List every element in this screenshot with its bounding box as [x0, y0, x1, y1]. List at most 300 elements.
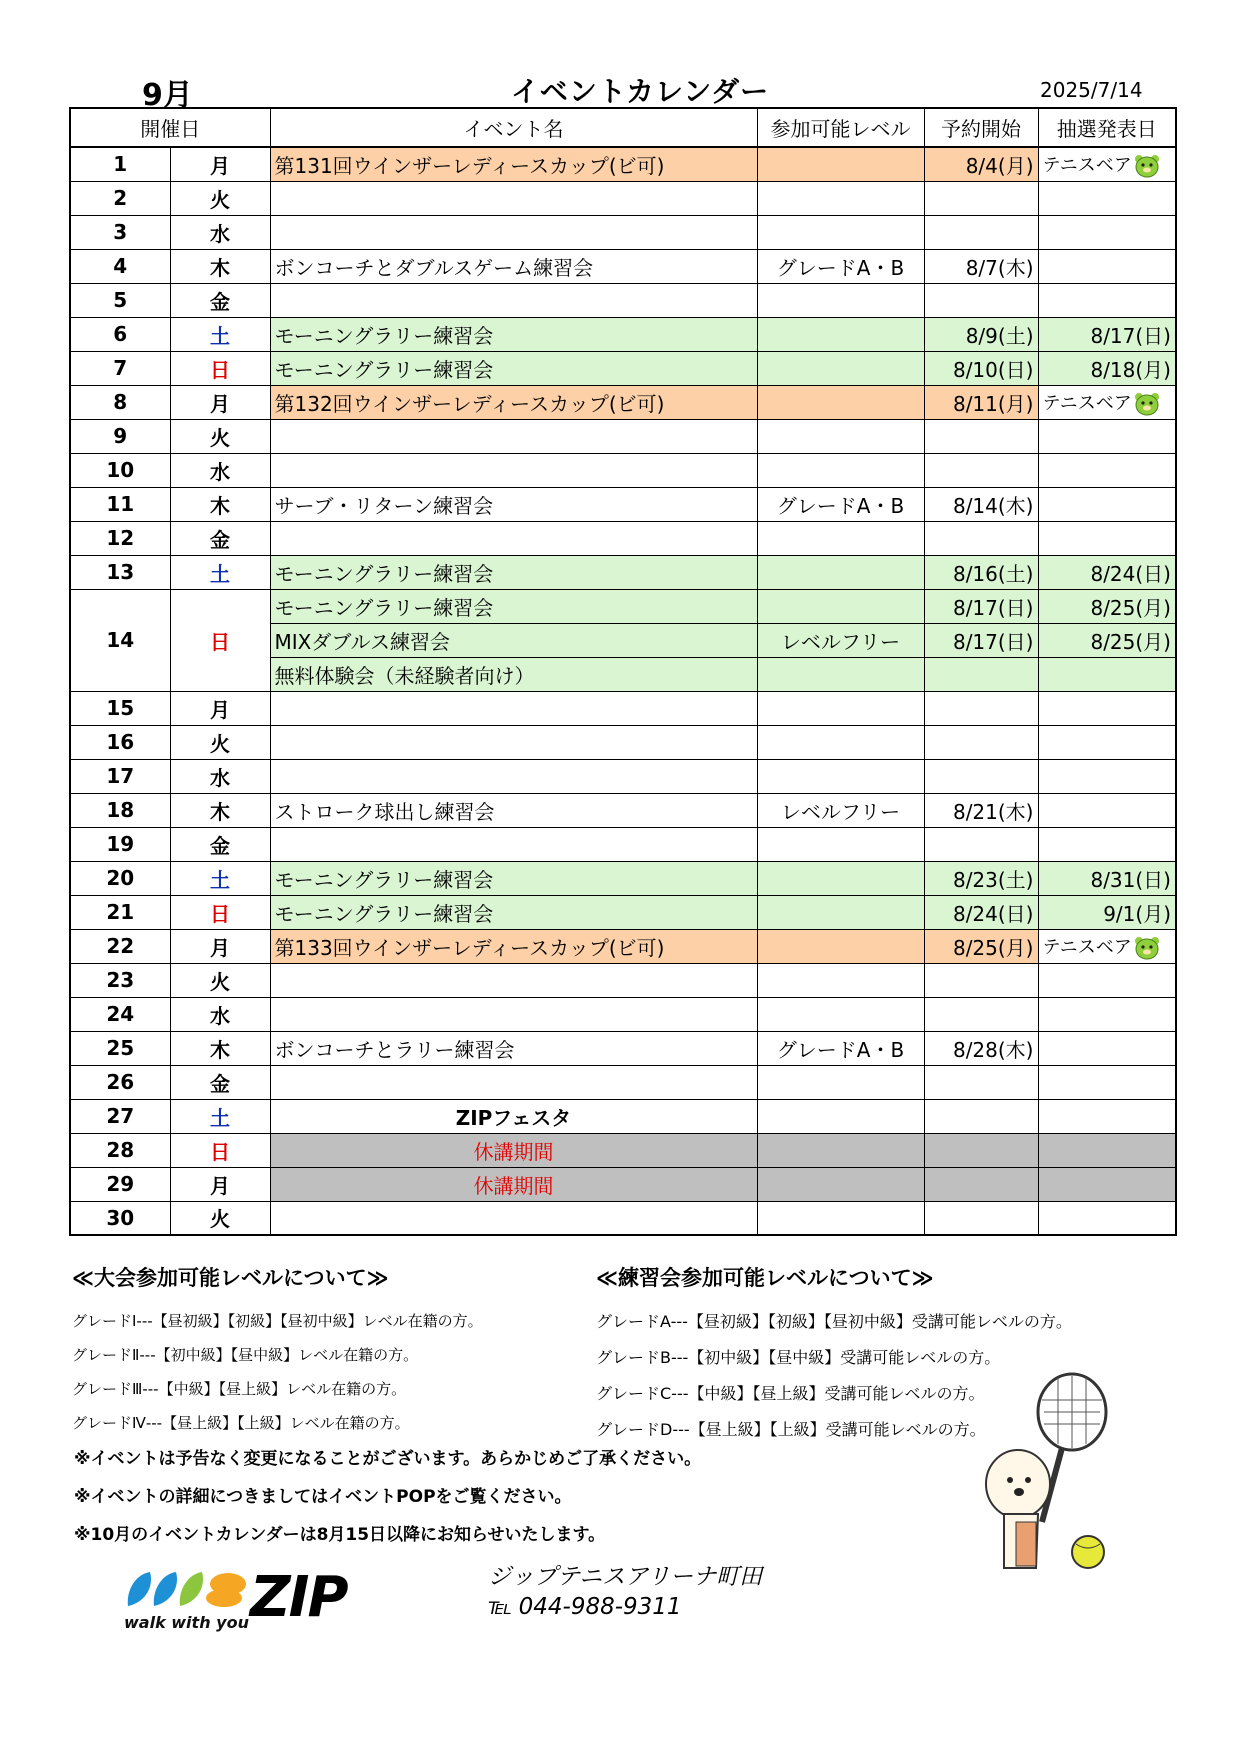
- level-cell: [757, 555, 924, 589]
- level-cell: [757, 1133, 924, 1167]
- reserve-cell-text: 8/25(月): [952, 935, 1034, 960]
- lottery-cell: [1038, 861, 1176, 895]
- reserve-cell: [924, 351, 1038, 385]
- level-cell-text: グレードA・B: [776, 1037, 905, 1062]
- table-row: [70, 589, 1176, 623]
- event-cell: [270, 589, 757, 623]
- table-row: [70, 419, 1176, 453]
- table-row: [70, 759, 1176, 793]
- weekday-cell-text: 月: [210, 935, 230, 960]
- table-row: [70, 861, 1176, 895]
- reserve-cell: [924, 691, 1038, 725]
- lottery-cell-text: 8/18(月): [1090, 357, 1171, 382]
- table-row: [70, 963, 1176, 997]
- reserve-cell: [924, 929, 1038, 963]
- dog-with-racket-icon: [978, 1372, 1118, 1582]
- level-cell: [757, 963, 924, 997]
- day-cell-text: 29: [106, 1172, 135, 1196]
- logo-name: ZIP: [250, 1565, 347, 1630]
- reserve-cell-text: 8/17(日): [952, 595, 1034, 620]
- day-cell: [70, 1133, 170, 1167]
- weekday-cell-text: 月: [210, 1173, 230, 1198]
- level-cell: [757, 793, 924, 827]
- weekday-cell-text: 木: [210, 493, 230, 518]
- day-cell-text: 28: [106, 1138, 135, 1162]
- level-cell: [757, 895, 924, 929]
- weekday-cell: [170, 861, 270, 895]
- lottery-cell: [1038, 215, 1176, 249]
- event-cell: [270, 1031, 757, 1065]
- table-row: [70, 317, 1176, 351]
- level-cell-text: レベルフリー: [780, 629, 901, 654]
- col-header-event: イベント名: [270, 108, 757, 147]
- weekday-cell-text: 火: [210, 969, 230, 994]
- reserve-cell-text: 8/11(月): [952, 391, 1034, 416]
- reserve-cell: [924, 317, 1038, 351]
- day-cell: [70, 725, 170, 759]
- weekday-cell: [170, 317, 270, 351]
- lottery-cell: [1038, 1201, 1176, 1235]
- practice-level-item: グレードA---【昼初級】【初級】【昼初中級】受講可能レベルの方。: [596, 1312, 1072, 1331]
- level-cell: [757, 215, 924, 249]
- event-cell-text: 第132回ウインザーレディースカップ(ビ可): [274, 391, 665, 416]
- notice-line: ※10月のイベントカレンダーは8月15日以降にお知らせいたします。: [74, 1525, 606, 1545]
- event-calendar-table: [69, 107, 1177, 1236]
- weekday-cell: [170, 1031, 270, 1065]
- weekday-cell-text: 火: [210, 731, 230, 756]
- tournament-level-item: グレードⅡ---【初中級】【昼中級】レベル在籍の方。: [72, 1346, 419, 1364]
- lottery-cell: [1038, 351, 1176, 385]
- day-cell: [70, 351, 170, 385]
- reserve-cell: [924, 283, 1038, 317]
- weekday-cell-text: 金: [210, 527, 230, 552]
- practice-level-item: グレードD---【昼上級】【上級】受講可能レベルの方。: [596, 1420, 986, 1439]
- level-cell-text: グレードA・B: [776, 255, 905, 280]
- col-header-reserve: 予約開始: [924, 108, 1038, 147]
- day-cell: [70, 147, 170, 181]
- day-cell-text: 16: [106, 730, 135, 754]
- shop-info: [488, 1558, 762, 1620]
- day-cell: [70, 385, 170, 419]
- day-cell: [70, 249, 170, 283]
- table-row: [70, 1099, 1176, 1133]
- tournament-level-item: グレードⅠ---【昼初級】【初級】【昼初中級】レベル在籍の方。: [72, 1312, 483, 1330]
- table-row: [70, 725, 1176, 759]
- table-row: [70, 351, 1176, 385]
- tournament-level-item: グレードⅣ---【昼上級】【上級】レベル在籍の方。: [72, 1414, 410, 1432]
- event-cell: [270, 419, 757, 453]
- weekday-cell: [170, 555, 270, 589]
- reserve-cell: [924, 1065, 1038, 1099]
- level-cell: [757, 487, 924, 521]
- weekday-cell: [170, 487, 270, 521]
- day-cell: [70, 419, 170, 453]
- event-cell: [270, 895, 757, 929]
- lottery-cell-text: 8/17(日): [1090, 323, 1171, 348]
- col-header-level: 参加可能レベル: [757, 108, 924, 147]
- weekday-cell-text: 土: [210, 561, 230, 586]
- day-cell: [70, 861, 170, 895]
- weekday-cell-text: 水: [210, 459, 230, 484]
- weekday-cell: [170, 385, 270, 419]
- lottery-cell: [1038, 1065, 1176, 1099]
- reserve-cell-text: 8/24(日): [952, 901, 1034, 926]
- tennis-bear-icon: [1134, 936, 1160, 960]
- event-cell: [270, 861, 757, 895]
- practice-level-item: グレードC---【中級】【昼上級】受講可能レベルの方。: [596, 1384, 985, 1403]
- day-cell-text: 18: [106, 798, 135, 822]
- zip-logo: [124, 1565, 384, 1638]
- table-row: [70, 521, 1176, 555]
- day-cell-text: 3: [113, 220, 128, 244]
- notice-section: [74, 1440, 701, 1554]
- weekday-cell: [170, 521, 270, 555]
- lottery-cell: [1038, 147, 1176, 181]
- event-cell: [270, 249, 757, 283]
- level-cell: [757, 283, 924, 317]
- event-cell: [270, 385, 757, 419]
- tournament-levels-section: [72, 1262, 592, 1440]
- event-cell: [270, 555, 757, 589]
- lottery-cell-text: 8/25(月): [1090, 629, 1171, 654]
- reserve-cell: [924, 181, 1038, 215]
- reserve-cell: [924, 827, 1038, 861]
- calendar-body: [70, 147, 1176, 1235]
- lottery-cell: [1038, 725, 1176, 759]
- reserve-cell-text: 8/23(土): [952, 867, 1034, 892]
- level-cell: [757, 691, 924, 725]
- weekday-cell-text: 月: [210, 153, 230, 178]
- weekday-cell-text: 金: [210, 1071, 230, 1096]
- level-cell: [757, 521, 924, 555]
- weekday-cell-text: 木: [210, 799, 230, 824]
- weekday-cell: [170, 1167, 270, 1201]
- lottery-cell: [1038, 895, 1176, 929]
- table-row: [70, 283, 1176, 317]
- table-row: [70, 249, 1176, 283]
- day-cell-text: 20: [106, 866, 135, 890]
- weekday-cell: [170, 725, 270, 759]
- reserve-cell: [924, 521, 1038, 555]
- day-cell: [70, 521, 170, 555]
- day-cell: [70, 1167, 170, 1201]
- weekday-cell-text: 土: [210, 867, 230, 892]
- weekday-cell: [170, 759, 270, 793]
- weekday-cell: [170, 147, 270, 181]
- table-row: [70, 181, 1176, 215]
- weekday-cell: [170, 351, 270, 385]
- reserve-cell: [924, 793, 1038, 827]
- event-cell: [270, 759, 757, 793]
- weekday-cell: [170, 1201, 270, 1235]
- weekday-cell: [170, 1133, 270, 1167]
- weekday-cell: [170, 929, 270, 963]
- level-cell: [757, 589, 924, 623]
- reserve-cell-text: 8/10(日): [952, 357, 1034, 382]
- day-cell-text: 2: [113, 186, 128, 210]
- event-cell: [270, 657, 757, 691]
- day-cell: [70, 181, 170, 215]
- lottery-cell: [1038, 929, 1176, 963]
- month-label: 9月: [142, 78, 193, 113]
- reserve-cell: [924, 147, 1038, 181]
- day-cell-text: 1: [113, 152, 128, 177]
- reserve-cell: [924, 759, 1038, 793]
- lottery-cell-text: 8/31(日): [1090, 867, 1171, 892]
- event-cell: [270, 725, 757, 759]
- lottery-cell-text: 8/25(月): [1090, 595, 1171, 620]
- event-cell-text: 無料体験会（未経験者向け）: [274, 663, 535, 688]
- table-header-row: [70, 108, 1176, 147]
- table-row: [70, 691, 1176, 725]
- level-cell: [757, 861, 924, 895]
- day-cell: [70, 1031, 170, 1065]
- level-cell: [757, 1201, 924, 1235]
- table-row: [70, 997, 1176, 1031]
- level-cell: [757, 249, 924, 283]
- event-cell-text: 第131回ウインザーレディースカップ(ビ可): [274, 153, 665, 178]
- event-cell-text: モーニングラリー練習会: [274, 323, 494, 348]
- event-cell: [270, 317, 757, 351]
- reserve-cell: [924, 997, 1038, 1031]
- reserve-cell: [924, 1167, 1038, 1201]
- reserve-cell: [924, 1031, 1038, 1065]
- table-row: [70, 487, 1176, 521]
- table-row: [70, 1065, 1176, 1099]
- day-cell: [70, 487, 170, 521]
- reserve-cell: [924, 589, 1038, 623]
- level-cell: [757, 997, 924, 1031]
- weekday-cell-text: 水: [210, 221, 230, 246]
- event-cell: [270, 997, 757, 1031]
- day-cell-text: 24: [106, 1002, 135, 1026]
- weekday-cell: [170, 895, 270, 929]
- day-cell: [70, 453, 170, 487]
- weekday-cell-text: 木: [210, 255, 230, 280]
- event-cell: [270, 929, 757, 963]
- table-row: [70, 827, 1176, 861]
- table-row: [70, 555, 1176, 589]
- event-cell: [270, 521, 757, 555]
- reserve-cell: [924, 861, 1038, 895]
- reserve-cell: [924, 453, 1038, 487]
- weekday-cell: [170, 181, 270, 215]
- table-row: [70, 1133, 1176, 1167]
- day-cell-text: 11: [106, 492, 135, 516]
- lottery-cell: [1038, 385, 1176, 419]
- level-cell: [757, 419, 924, 453]
- table-row: [70, 215, 1176, 249]
- day-cell-text: 12: [106, 526, 135, 550]
- event-cell-text: モーニングラリー練習会: [274, 595, 494, 620]
- level-cell: [757, 181, 924, 215]
- logo-tagline: walk with you: [124, 1613, 249, 1632]
- level-cell: [757, 1167, 924, 1201]
- day-cell: [70, 317, 170, 351]
- day-cell-text: 14: [106, 628, 135, 652]
- event-cell-text: モーニングラリー練習会: [274, 357, 494, 382]
- reserve-cell-text: 8/21(木): [952, 799, 1034, 824]
- table-row: [70, 453, 1176, 487]
- day-cell: [70, 793, 170, 827]
- event-cell: [270, 147, 757, 181]
- weekday-cell-text: 木: [210, 1037, 230, 1062]
- event-cell-text: ZIPフェスタ: [455, 1105, 572, 1130]
- reserve-cell-text: 8/16(土): [952, 561, 1034, 586]
- lottery-cell: [1038, 555, 1176, 589]
- event-cell: [270, 283, 757, 317]
- weekday-cell: [170, 283, 270, 317]
- event-cell: [270, 963, 757, 997]
- weekday-cell-text: 水: [210, 1003, 230, 1028]
- reserve-cell-text: 8/17(日): [952, 629, 1034, 654]
- day-cell-text: 17: [106, 764, 135, 788]
- event-cell: [270, 487, 757, 521]
- zip-logo-mark-icon: [124, 1568, 250, 1612]
- reserve-cell: [924, 1133, 1038, 1167]
- weekday-cell-text: 水: [210, 765, 230, 790]
- lottery-cell: [1038, 691, 1176, 725]
- event-cell: [270, 793, 757, 827]
- event-cell: [270, 215, 757, 249]
- weekday-cell-text: 土: [210, 323, 230, 348]
- weekday-cell: [170, 215, 270, 249]
- lottery-cell-text: 9/1(月): [1103, 901, 1171, 926]
- day-cell: [70, 691, 170, 725]
- lottery-cell: [1038, 1167, 1176, 1201]
- weekday-cell: [170, 793, 270, 827]
- event-cell-text: 第133回ウインザーレディースカップ(ビ可): [274, 935, 665, 960]
- day-cell-text: 7: [113, 356, 128, 380]
- day-cell-text: 13: [106, 560, 135, 584]
- practice-levels-title: ≪練習会参加可能レベルについて≫: [596, 1266, 934, 1290]
- weekday-cell: [170, 691, 270, 725]
- level-cell-text: レベルフリー: [780, 799, 901, 824]
- lottery-cell: [1038, 317, 1176, 351]
- reserve-cell-text: 8/28(木): [952, 1037, 1034, 1062]
- notice-line: ※イベントは予告なく変更になることがございます。あらかじめご了承ください。: [74, 1449, 702, 1469]
- day-cell: [70, 589, 170, 691]
- day-cell: [70, 1201, 170, 1235]
- weekday-cell-text: 火: [210, 425, 230, 450]
- reserve-cell: [924, 385, 1038, 419]
- reserve-cell: [924, 215, 1038, 249]
- weekday-cell: [170, 453, 270, 487]
- level-cell: [757, 623, 924, 657]
- lottery-cell: [1038, 827, 1176, 861]
- reserve-cell: [924, 623, 1038, 657]
- shop-tel: ℡ 044-988-9311: [488, 1594, 682, 1620]
- level-cell: [757, 1065, 924, 1099]
- weekday-cell: [170, 997, 270, 1031]
- lottery-cell: [1038, 1031, 1176, 1065]
- lottery-cell: [1038, 793, 1176, 827]
- weekday-cell: [170, 963, 270, 997]
- level-cell: [757, 929, 924, 963]
- day-cell-text: 23: [106, 968, 135, 992]
- level-cell: [757, 657, 924, 691]
- day-cell-text: 26: [106, 1070, 135, 1094]
- lottery-cell: [1038, 997, 1176, 1031]
- day-cell: [70, 997, 170, 1031]
- event-cell: [270, 827, 757, 861]
- reserve-cell: [924, 1201, 1038, 1235]
- lottery-cell: [1038, 1099, 1176, 1133]
- lottery-cell: [1038, 283, 1176, 317]
- event-cell: [270, 351, 757, 385]
- day-cell-text: 5: [113, 288, 128, 312]
- table-row: [70, 929, 1176, 963]
- lottery-cell: [1038, 419, 1176, 453]
- reserve-cell: [924, 419, 1038, 453]
- weekday-cell: [170, 827, 270, 861]
- lottery-cell-text: テニスベア: [1042, 936, 1132, 958]
- day-cell: [70, 1065, 170, 1099]
- event-cell: [270, 1133, 757, 1167]
- level-cell: [757, 725, 924, 759]
- lottery-cell-text: テニスベア: [1042, 154, 1132, 176]
- page-title: イベントカレンダー: [510, 75, 770, 108]
- event-cell: [270, 1201, 757, 1235]
- lottery-cell: [1038, 1133, 1176, 1167]
- weekday-cell: [170, 589, 270, 691]
- level-cell: [757, 453, 924, 487]
- day-cell-text: 21: [106, 900, 135, 924]
- reserve-cell-text: 8/14(木): [952, 493, 1034, 518]
- day-cell-text: 4: [113, 254, 128, 278]
- day-cell: [70, 759, 170, 793]
- lottery-cell: [1038, 623, 1176, 657]
- event-cell-text: モーニングラリー練習会: [274, 901, 494, 926]
- level-cell-text: グレードA・B: [776, 493, 905, 518]
- table-row: [70, 1031, 1176, 1065]
- level-cell: [757, 351, 924, 385]
- tournament-levels-title: ≪大会参加可能レベルについて≫: [72, 1266, 389, 1290]
- lottery-cell: [1038, 453, 1176, 487]
- event-cell: [270, 181, 757, 215]
- day-cell-text: 6: [113, 322, 128, 346]
- weekday-cell: [170, 419, 270, 453]
- table-row: [70, 1167, 1176, 1201]
- weekday-cell-text: 日: [210, 629, 230, 654]
- table-row: [70, 385, 1176, 419]
- table-row: [70, 895, 1176, 929]
- reserve-cell: [924, 725, 1038, 759]
- event-cell-text: サーブ・リターン練習会: [274, 493, 494, 518]
- day-cell: [70, 1099, 170, 1133]
- event-cell: [270, 623, 757, 657]
- reserve-cell: [924, 657, 1038, 691]
- weekday-cell-text: 日: [210, 901, 230, 926]
- table-row: [70, 1201, 1176, 1235]
- day-cell-text: 19: [106, 832, 135, 856]
- lottery-cell: [1038, 963, 1176, 997]
- level-cell: [757, 385, 924, 419]
- reserve-cell: [924, 555, 1038, 589]
- event-cell: [270, 1065, 757, 1099]
- weekday-cell-text: 土: [210, 1105, 230, 1130]
- lottery-cell-text: テニスベア: [1042, 392, 1132, 414]
- event-cell-text: 休講期間: [473, 1139, 554, 1164]
- lottery-cell: [1038, 249, 1176, 283]
- lottery-cell: [1038, 521, 1176, 555]
- reserve-cell: [924, 963, 1038, 997]
- reserve-cell: [924, 895, 1038, 929]
- lottery-cell: [1038, 657, 1176, 691]
- table-row: [70, 147, 1176, 181]
- event-cell-text: モーニングラリー練習会: [274, 561, 494, 586]
- level-cell: [757, 317, 924, 351]
